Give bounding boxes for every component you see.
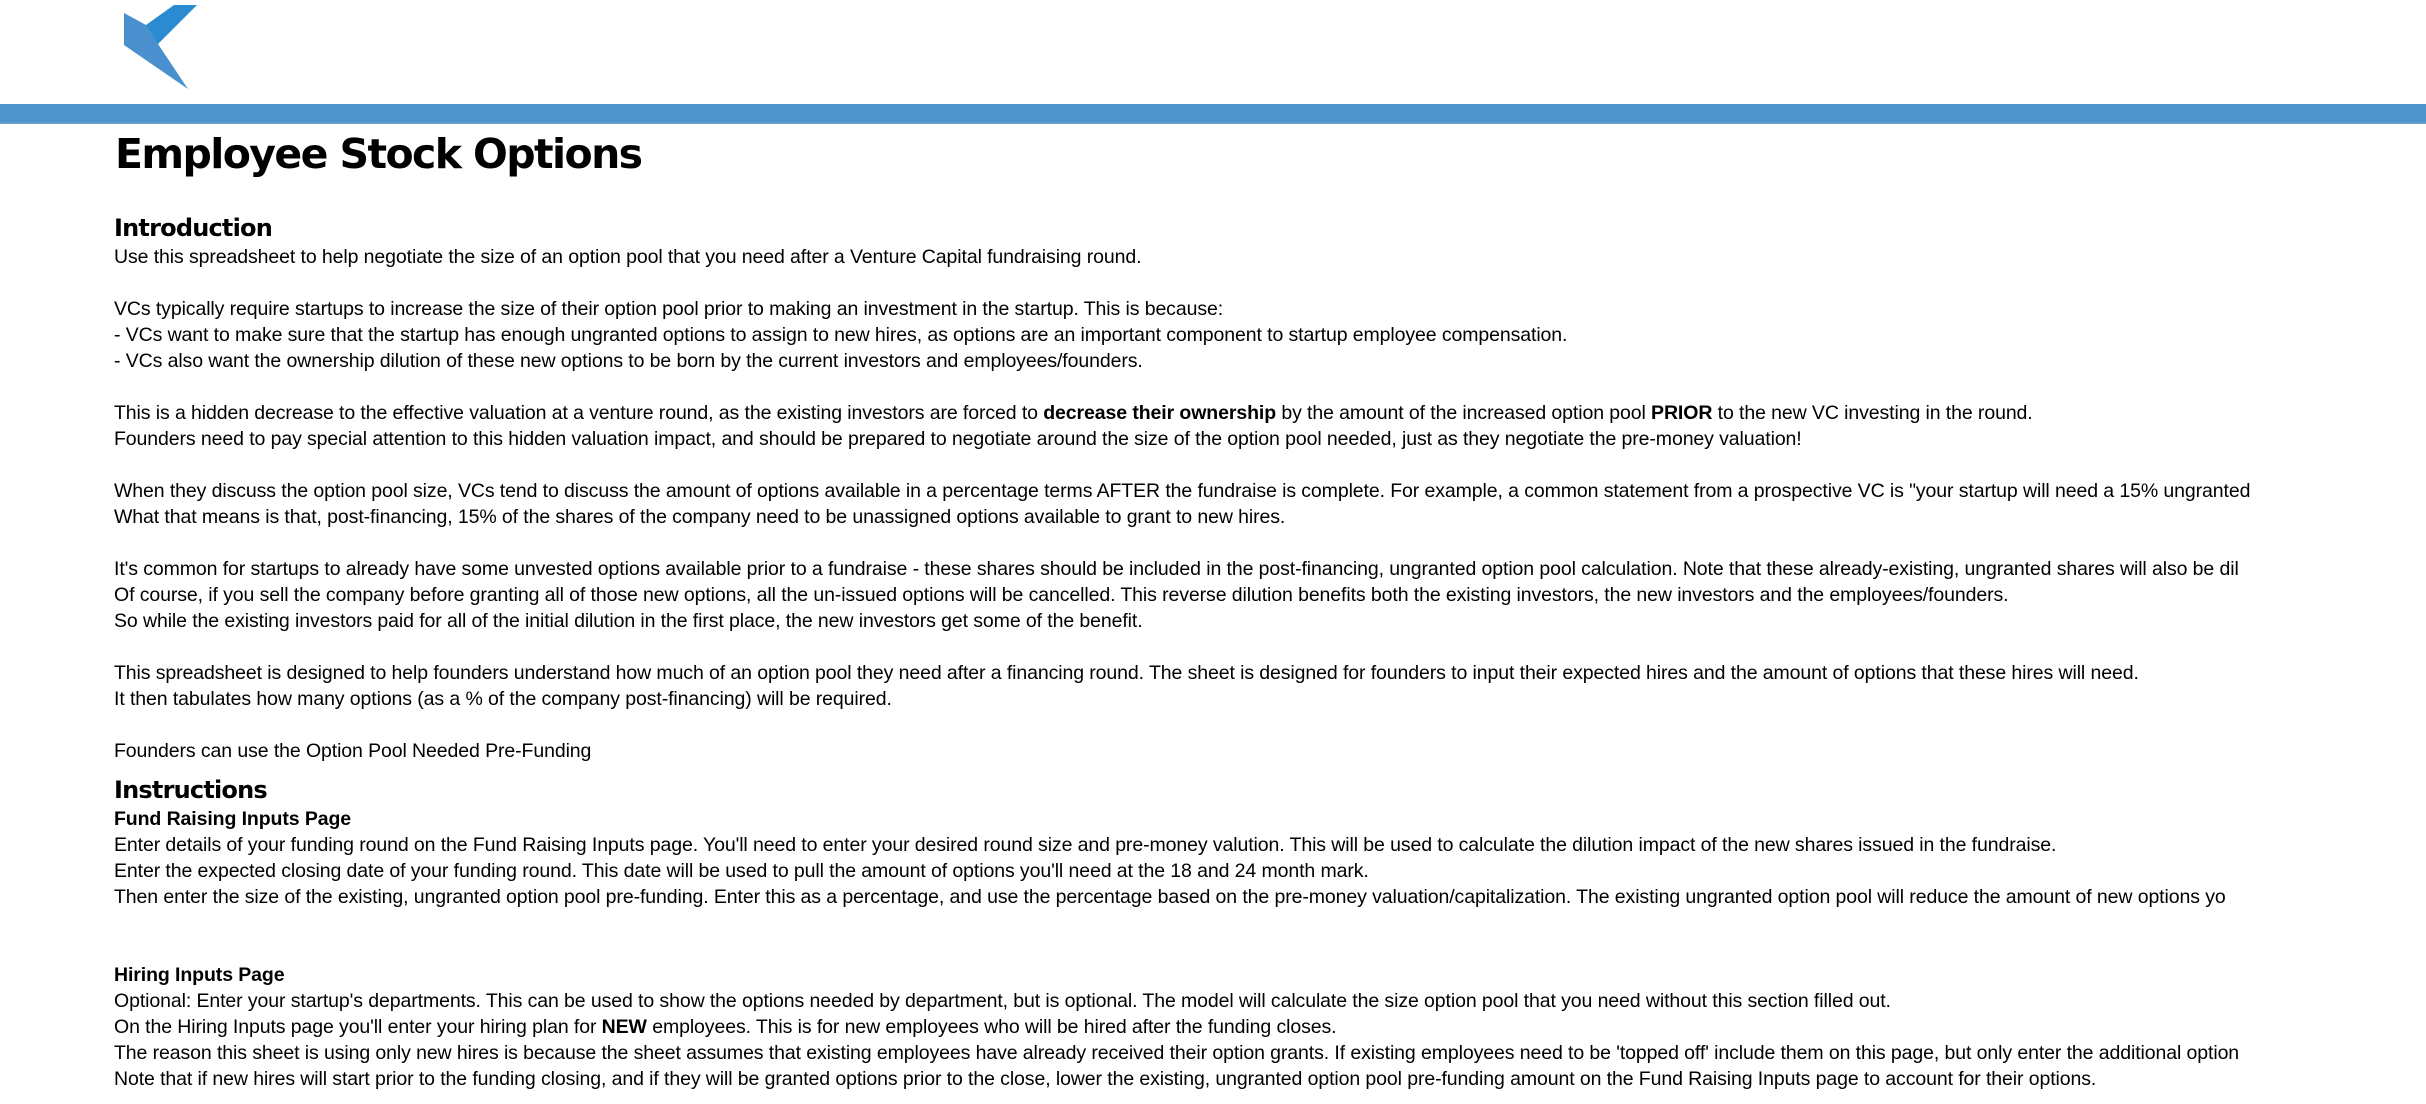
introduction-heading: Introduction [114, 214, 272, 242]
instruction-line: Enter details of your funding round on the Fund Raising Inputs page. You'll need to enter your desired round size and pre-money valution. This will be used to calculate the dilution impact of the new shares issued in the fundraise. [114, 834, 2057, 856]
document-body [114, 212, 2426, 1092]
page-title: Employee Stock Options [115, 130, 642, 178]
header-band [0, 104, 2426, 124]
intro-paragraph-line: Founders need to pay special attention to this hidden valuation impact, and should be prepared to negotiate around the size of the option pool needed, just as they negotiate the pre-money valuation! [114, 428, 1802, 450]
intro-paragraph-line: Of course, if you sell the company before granting all of those new options, all the un-issued options will be cancelled. This reverse dilution benefits both the existing investors, the new investors and the employees/founders. [114, 584, 2009, 606]
instruction-line [114, 1014, 2426, 1040]
intro-paragraph-line [114, 400, 2426, 426]
intro-paragraph-line: When they discuss the option pool size, VCs tend to discuss the amount of options available in a percentage terms AFTER the fundraise is complete. For example, a common statement from a prospective VC is "your startup will need a 15% ungranted [114, 480, 2251, 502]
intro-paragraph-line: Use this spreadsheet to help negotiate the size of an option pool that you need after a Venture Capital fundraising round. [114, 246, 1142, 268]
instruction-line: Optional: Enter your startup's departments. This can be used to show the options needed by department, but is optional. The model will calculate the size option pool that you need without this section filled out. [114, 990, 1891, 1012]
company-logo-icon [124, 5, 198, 89]
intro-bullet-line: - VCs want to make sure that the startup has enough ungranted options to assign to new hires, as options are an important component to startup employee compensation. [114, 324, 1568, 346]
instructions-section [114, 774, 2426, 1092]
instruction-line: The reason this sheet is using only new hires is because the sheet assumes that existing employees have already received their option grants. If existing employees need to be 'topped off' include them on this page, but only enter the additional option [114, 1042, 2240, 1064]
instruction-line: Note that if new hires will start prior to the funding closing, and if they will be granted options prior to the close, lower the existing, ungranted option pool pre-funding amount on the Fund Raising Inputs page to account for their options. [114, 1068, 2097, 1090]
instruction-line: Enter the expected closing date of your funding round. This date will be used to pull the amount of options you'll need at the 18 and 24 month mark. [114, 860, 1369, 882]
intro-paragraph-line: What that means is that, post-financing, 15% of the shares of the company need to be unassigned options available to grant to new hires. [114, 506, 1286, 528]
emphasis-text: NEW [601, 1016, 647, 1038]
intro-paragraph-line: It's common for startups to already have some unvested options available prior to a fundraise - these shares should be included in the post-financing, ungranted option pool calculation. Note that these already-existing, ungranted shares will also be dil [114, 558, 2239, 580]
intro-paragraph-line: VCs typically require startups to increase the size of their option pool prior to making an investment in the startup. This is because: [114, 298, 1224, 320]
text-run: by the amount of the increased option pool [1276, 402, 1652, 424]
instructions-heading: Instructions [114, 776, 267, 804]
intro-paragraph-line: Founders can use the Option Pool Needed Pre-Funding [114, 740, 592, 762]
emphasis-text: decrease their ownership [1043, 402, 1277, 424]
intro-bullet-line: - VCs also want the ownership dilution of these new options to be born by the current investors and employees/founders. [114, 350, 1143, 372]
text-run: On the Hiring Inputs page you'll enter your hiring plan for [114, 1016, 602, 1038]
intro-paragraph-line: This spreadsheet is designed to help founders understand how much of an option pool they need after a financing round. The sheet is designed for founders to input their expected hires and the amount of options that these hires will need. [114, 662, 2139, 684]
text-run: to the new VC investing in the round. [1712, 402, 2033, 424]
text-run: employees. This is for new employees who will be hired after the funding closes. [646, 1016, 1337, 1038]
emphasis-text: PRIOR [1651, 402, 1713, 424]
fund-raising-inputs-subheading: Fund Raising Inputs Page [114, 808, 352, 830]
hiring-inputs-subheading: Hiring Inputs Page [114, 964, 285, 986]
intro-paragraph-line: So while the existing investors paid for all of the initial dilution in the first place, the new investors get some of the benefit. [114, 610, 1143, 632]
introduction-section [114, 212, 2426, 764]
intro-paragraph-line: It then tabulates how many options (as a % of the company post-financing) will be required. [114, 688, 892, 710]
text-run: This is a hidden decrease to the effective valuation at a venture round, as the existing investors are forced to [114, 402, 1044, 424]
instruction-line: Then enter the size of the existing, ungranted option pool pre-funding. Enter this as a percentage, and use the percentage based on the pre-money valuation/capitalization. The existing ungranted option pool will reduce the amount of new options yo [114, 886, 2226, 908]
